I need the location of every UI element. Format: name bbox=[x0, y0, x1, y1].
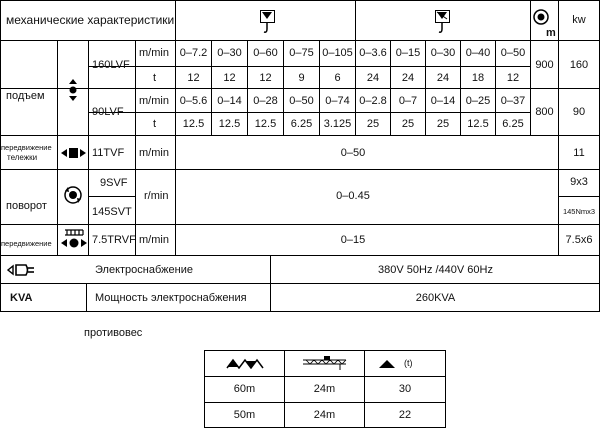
speed-160-cell: 0–15 bbox=[395, 47, 421, 59]
load-90-cell: 25 bbox=[436, 118, 450, 130]
speed-160-cell: 0–30 bbox=[430, 47, 456, 59]
load-160-cell: 18 bbox=[471, 72, 485, 84]
trolley-arrows-icon bbox=[61, 146, 87, 160]
travel-power: 7.5x6 bbox=[565, 234, 593, 246]
winch-160-model: 160LVF bbox=[92, 59, 130, 71]
drum-icon bbox=[532, 8, 552, 28]
speed-90-cell: 0–28 bbox=[253, 95, 278, 107]
arm-cell: 24m bbox=[313, 409, 336, 421]
trolley-range: 0–50 bbox=[340, 147, 366, 159]
load-160-cell: 24 bbox=[436, 72, 450, 84]
speed-160-cell: 0–40 bbox=[465, 47, 491, 59]
kva-value: 260KVA bbox=[415, 292, 456, 304]
slewing-icon bbox=[63, 185, 83, 205]
load-160-cell: 24 bbox=[366, 72, 380, 84]
heavy-load-hook-icon bbox=[432, 8, 456, 36]
high-speed-hook-icon bbox=[257, 8, 281, 36]
load-90-cell: 12.5 bbox=[182, 118, 205, 130]
load-90-cell: 3.125 bbox=[323, 118, 352, 130]
winch-160-load-unit: t bbox=[153, 72, 157, 84]
counterweight-title: противовес bbox=[84, 327, 143, 339]
slewing-unit: r/min bbox=[144, 190, 169, 202]
winch-90-speed-unit: m/min bbox=[139, 95, 169, 107]
height-90: 800 bbox=[535, 106, 554, 118]
load-90-cell: 12.5 bbox=[218, 118, 241, 130]
jib-length-icon bbox=[226, 357, 264, 369]
travel-model: 7.5TRVF bbox=[92, 234, 136, 246]
slewing-power-1: 9x3 bbox=[570, 176, 588, 188]
power-plug-icon bbox=[7, 261, 41, 279]
winch-90-model: 90LVF bbox=[92, 106, 124, 118]
speed-90-cell: 0–2.8 bbox=[359, 95, 387, 107]
speed-90-cell: 0–7 bbox=[398, 95, 418, 107]
load-160-cell: 24 bbox=[401, 72, 415, 84]
crane-arm-icon bbox=[302, 354, 348, 372]
load-160-cell: 6 bbox=[334, 72, 341, 84]
load-90-cell: 25 bbox=[366, 118, 380, 130]
kva-label: Мощность электроснабжения bbox=[95, 292, 247, 304]
page-title: механические характеристики bbox=[6, 13, 175, 27]
speed-160-cell: 0–50 bbox=[500, 47, 526, 59]
trolley-power: 11 bbox=[573, 147, 585, 159]
speed-90-cell: 0–14 bbox=[217, 95, 242, 107]
travel-range: 0–15 bbox=[340, 234, 366, 246]
load-90-cell: 12.5 bbox=[254, 118, 277, 130]
power-90: 90 bbox=[572, 106, 586, 118]
kva-abbr: KVA bbox=[10, 292, 33, 304]
speed-90-cell: 0–50 bbox=[289, 95, 314, 107]
slewing-range: 0–0.45 bbox=[336, 190, 370, 202]
supply-value: 380V 50Hz /440V 60Hz bbox=[378, 264, 493, 276]
travel-icon bbox=[61, 228, 87, 252]
speed-160-cell: 0–3.6 bbox=[359, 47, 387, 59]
load-160-cell: 12 bbox=[187, 72, 200, 84]
speed-90-cell: 0–37 bbox=[500, 95, 526, 107]
slewing-model-1: 9SVF bbox=[100, 177, 128, 189]
load-90-cell: 25 bbox=[401, 118, 415, 130]
winch-160-speed-unit: m/min bbox=[139, 47, 169, 59]
speed-90-cell: 0–74 bbox=[325, 95, 350, 107]
counterweight-icon bbox=[378, 359, 396, 369]
slewing-model-2: 145SVT bbox=[92, 206, 132, 218]
speed-160-cell: 0–30 bbox=[217, 47, 242, 59]
power-header: kw bbox=[572, 14, 586, 26]
power-160: 160 bbox=[569, 59, 589, 71]
load-90-cell: 12.5 bbox=[467, 118, 489, 130]
jib-cell: 60m bbox=[233, 383, 256, 395]
load-90-cell: 6.25 bbox=[290, 118, 313, 130]
jib-cell: 50m bbox=[233, 409, 256, 421]
speed-160-cell: 0–60 bbox=[253, 47, 278, 59]
travel-label: передвижение bbox=[1, 239, 52, 248]
slewing-power-2: 145Nmx3 bbox=[562, 207, 596, 216]
load-unit: (t) bbox=[404, 358, 413, 368]
trolley-model: 11TVF bbox=[92, 147, 125, 159]
trolley-unit: m/min bbox=[139, 147, 169, 159]
speed-160-cell: 0–75 bbox=[289, 47, 314, 59]
height-header: m bbox=[546, 27, 556, 39]
speed-90-cell: 0–14 bbox=[430, 95, 456, 107]
lifting-label: подъем bbox=[6, 90, 45, 102]
speed-90-cell: 0–5.6 bbox=[179, 95, 208, 107]
trolley-label-line1: передвижение bbox=[1, 143, 52, 152]
load-160-cell: 12 bbox=[259, 72, 272, 84]
weight-cell: 22 bbox=[398, 409, 412, 421]
trolley-label-line2: тележки bbox=[7, 153, 38, 162]
load-90-cell: 6.25 bbox=[502, 118, 524, 130]
arm-cell: 24m bbox=[313, 383, 336, 395]
load-160-cell: 9 bbox=[298, 72, 305, 84]
speed-160-cell: 0–105 bbox=[322, 47, 353, 59]
lift-arrows-icon bbox=[67, 79, 79, 101]
travel-unit: m/min bbox=[139, 234, 169, 246]
slewing-label: поворот bbox=[6, 200, 47, 212]
speed-90-cell: 0–25 bbox=[465, 95, 491, 107]
winch-90-load-unit: t bbox=[153, 118, 157, 130]
supply-label: Электроснабжение bbox=[95, 264, 193, 276]
height-160: 900 bbox=[535, 59, 554, 71]
weight-cell: 30 bbox=[398, 383, 412, 395]
speed-160-cell: 0–7.2 bbox=[179, 47, 208, 59]
load-160-cell: 12 bbox=[506, 72, 520, 84]
load-160-cell: 12 bbox=[223, 72, 236, 84]
